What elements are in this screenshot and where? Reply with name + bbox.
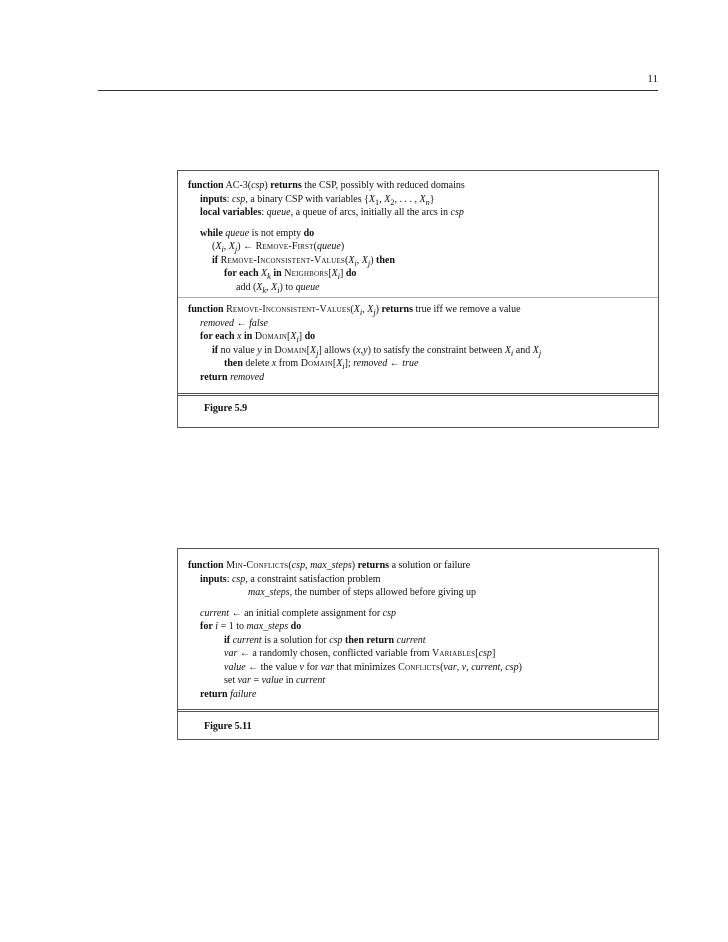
math-var: X <box>331 268 338 279</box>
function-name: Remove-First <box>255 241 314 252</box>
subscript: i <box>337 272 340 281</box>
math-var: v <box>299 661 304 673</box>
math-var: x <box>237 331 242 342</box>
function-name: Min-Conflicts <box>226 560 289 571</box>
caption-rule <box>178 393 658 396</box>
text: in <box>283 675 297 686</box>
figure-5-9 <box>177 170 659 428</box>
min-conflicts-algorithm <box>178 559 658 701</box>
math-var: value <box>224 661 246 673</box>
subscript: i <box>510 348 514 358</box>
text: , <box>223 241 229 252</box>
math-var: csp <box>329 634 343 646</box>
algo-line <box>188 267 648 281</box>
text: and <box>513 344 533 356</box>
subscript: 1 <box>375 197 380 207</box>
text: , <box>266 281 272 293</box>
algo-line <box>188 634 648 648</box>
subscript: i <box>277 285 280 295</box>
keyword: inputs <box>200 193 227 205</box>
text: = 1 to <box>218 621 247 632</box>
text: a solution or failure <box>389 560 471 571</box>
keyword: for each <box>224 268 259 279</box>
math-var: i <box>215 621 219 632</box>
text: : <box>226 573 232 585</box>
figure-caption: Figure 5.11 <box>204 721 252 732</box>
algo-line <box>188 227 648 241</box>
math-var: failure <box>230 688 257 700</box>
text: no value <box>218 344 258 356</box>
text: from <box>276 358 301 369</box>
text: set <box>224 675 238 686</box>
math-var: removed <box>353 358 388 369</box>
text: [ <box>306 344 310 356</box>
text: = <box>250 675 262 686</box>
math-var: X <box>361 254 368 266</box>
math-var: current <box>471 661 501 673</box>
keyword: then return <box>345 634 395 646</box>
text: [ <box>332 358 337 369</box>
math-var: var <box>443 661 457 673</box>
keyword: return <box>200 688 228 700</box>
math-var: csp <box>505 661 519 673</box>
math-var: x <box>356 344 361 356</box>
math-var: X <box>353 304 360 315</box>
keyword: then <box>224 358 243 369</box>
algo-line <box>188 193 648 207</box>
keyword: returns <box>381 304 413 315</box>
math-var: X <box>419 193 426 205</box>
subscript: j <box>373 308 376 317</box>
math-var: X <box>310 344 317 356</box>
math-var: X <box>271 281 278 293</box>
subscript: i <box>221 245 224 254</box>
math-var: csp <box>231 193 246 205</box>
algo-line <box>188 254 648 268</box>
text: ] <box>340 268 346 279</box>
math-var: max_steps <box>248 587 290 598</box>
keyword: return <box>200 371 228 383</box>
keyword: if <box>224 634 231 646</box>
math-var: X <box>532 344 539 356</box>
keyword: then <box>376 254 395 266</box>
text: ← <box>234 317 250 329</box>
algo-line <box>188 647 648 661</box>
function-name: Conflicts <box>398 661 441 673</box>
text: , a queue of arcs, initially all the arcs in <box>290 207 451 218</box>
subscript: j <box>538 348 542 358</box>
math-var: var <box>237 675 251 686</box>
keyword: returns <box>270 180 302 191</box>
text: ← the value <box>245 661 300 673</box>
subscript: k <box>267 272 271 281</box>
math-var: max_steps <box>310 560 352 571</box>
function-name: Domain <box>254 331 287 342</box>
algo-line <box>188 661 648 675</box>
text: ( <box>350 304 354 315</box>
algo-line <box>188 344 648 358</box>
math-var: queue <box>316 241 341 252</box>
keyword: in <box>273 268 282 279</box>
text: ( <box>288 560 292 571</box>
math-var: v <box>461 661 467 673</box>
algo-line <box>188 179 648 193</box>
math-var: false <box>249 317 268 329</box>
math-var: csp <box>382 607 396 619</box>
math-var: X <box>290 331 297 342</box>
text: the CSP, possibly with reduced domains <box>301 180 465 191</box>
text: : <box>226 193 232 205</box>
math-var: queue <box>225 227 250 239</box>
header-rule <box>98 90 658 91</box>
algo-line <box>188 281 648 295</box>
keyword: do <box>303 227 315 239</box>
text: ) to satisfy the constraint between <box>367 344 505 356</box>
page-number: 11 <box>647 73 658 85</box>
text: , <box>379 193 385 205</box>
text: ) <box>370 254 377 266</box>
remove-inconsistent-values-algorithm <box>178 303 658 384</box>
math-var: csp <box>450 207 464 218</box>
function-name: Remove-Inconsistent-Values <box>226 304 351 315</box>
algo-line <box>188 573 648 587</box>
text: is not empty <box>249 227 304 239</box>
text: true iff we remove a value <box>412 304 521 315</box>
subscript: i <box>342 362 345 371</box>
keyword: do <box>290 621 302 632</box>
math-var: queue <box>295 281 320 293</box>
subscript: i <box>354 258 357 268</box>
math-var: max_steps <box>246 621 289 632</box>
math-var: var <box>224 648 238 659</box>
function-name: Domain <box>300 358 333 369</box>
text: [ <box>286 331 291 342</box>
text: ( <box>344 254 349 266</box>
subscript: i <box>359 308 363 317</box>
text: ) <box>351 560 358 571</box>
figure-caption: Figure 5.9 <box>204 403 248 414</box>
text: , <box>305 560 311 571</box>
subscript: 2 <box>390 197 395 207</box>
math-var: X <box>504 344 511 356</box>
math-var: csp <box>478 648 492 659</box>
algo-line <box>188 206 648 220</box>
keyword: while <box>200 227 223 239</box>
math-var: X <box>228 241 235 252</box>
algo-line <box>188 357 648 371</box>
text: for <box>303 661 321 673</box>
math-var: X <box>384 193 391 205</box>
text: AC-3( <box>223 180 252 191</box>
function-name: Neighbors <box>284 268 329 279</box>
keyword: for each <box>200 331 235 342</box>
text: ( <box>440 661 444 673</box>
math-var: X <box>215 241 222 252</box>
text: , <box>356 254 362 266</box>
keyword: function <box>188 560 224 571</box>
algo-line <box>188 586 648 600</box>
text: ] <box>491 648 496 659</box>
text: ) <box>340 241 345 252</box>
math-var: current <box>200 607 230 619</box>
math-var: true <box>402 358 419 369</box>
math-var: X <box>367 304 374 315</box>
subscript: n <box>425 197 430 207</box>
math-var: current <box>396 634 426 646</box>
text: ) <box>375 304 382 315</box>
text: ( <box>212 241 216 252</box>
math-var: X <box>261 268 268 279</box>
keyword: function <box>188 304 224 315</box>
keyword: if <box>212 254 219 266</box>
text: ] allows ( <box>318 344 357 356</box>
text: ) <box>518 661 522 673</box>
function-name: Variables <box>432 648 476 659</box>
text: : <box>261 207 267 218</box>
math-var: removed <box>230 371 265 383</box>
text: ( <box>313 241 317 252</box>
subscript: j <box>234 245 238 254</box>
text: [ <box>328 268 332 279</box>
text: ← <box>387 358 403 369</box>
text: } <box>429 193 435 205</box>
text: ← a randomly chosen, conflicted variable from <box>237 648 432 659</box>
keyword: if <box>212 344 219 356</box>
text: delete <box>242 358 272 369</box>
algorithm-separator <box>178 297 658 298</box>
function-name: Remove-Inconsistent-Values <box>220 254 345 266</box>
math-var: X <box>256 281 263 293</box>
math-var: X <box>336 358 343 369</box>
text: , . . . , <box>394 193 420 205</box>
text: ) <box>264 180 271 191</box>
math-var: csp <box>251 180 265 191</box>
text: , <box>466 661 472 673</box>
text: [ <box>475 648 479 659</box>
text: ] <box>298 331 305 342</box>
text: ]; <box>344 358 354 369</box>
math-var: removed <box>200 317 235 329</box>
algo-line <box>188 607 648 621</box>
algo-line <box>188 688 648 702</box>
algo-line <box>188 240 648 254</box>
algo-line <box>188 620 648 634</box>
text: that minimizes <box>334 661 399 673</box>
math-var: x <box>271 358 277 369</box>
math-var: current <box>232 634 262 646</box>
text: ) ← <box>237 241 256 252</box>
keyword: for <box>200 621 213 632</box>
text: in <box>261 344 275 356</box>
math-var: y <box>257 344 262 356</box>
text: is a solution for <box>261 634 330 646</box>
figure-5-11 <box>177 548 659 740</box>
keyword: in <box>243 331 253 342</box>
math-var: queue <box>266 207 291 218</box>
text: , <box>360 344 364 356</box>
algo-line <box>188 559 648 573</box>
ac3-algorithm <box>178 179 658 294</box>
keyword: inputs <box>200 573 227 585</box>
text: , a constraint satisfaction problem <box>245 573 381 585</box>
keyword: do <box>345 268 357 279</box>
keyword: returns <box>357 560 390 571</box>
algo-line <box>188 330 648 344</box>
algo-line <box>188 371 648 385</box>
subscript: i <box>296 335 299 344</box>
algo-line <box>188 303 648 317</box>
algo-line <box>188 674 648 688</box>
text: ) to <box>279 281 296 293</box>
math-var: X <box>348 254 355 266</box>
text: , <box>500 661 506 673</box>
algo-line <box>188 317 648 331</box>
math-var: y <box>363 344 368 356</box>
function-name: Domain <box>274 344 307 356</box>
text: ← an initial complete assignment for <box>229 607 383 619</box>
text: , a binary CSP with variables { <box>245 193 369 205</box>
text: , <box>456 661 462 673</box>
math-var: current <box>296 675 326 686</box>
math-var: value <box>261 675 284 686</box>
math-var: var <box>320 661 334 673</box>
subscript: k <box>262 285 267 295</box>
keyword: do <box>304 331 316 342</box>
math-var: csp <box>291 560 306 571</box>
subscript: j <box>367 258 371 268</box>
keyword: function <box>188 180 224 191</box>
caption-rule <box>178 709 658 712</box>
math-var: csp <box>231 573 246 585</box>
keyword: local variables <box>200 207 262 218</box>
text: , <box>362 304 368 315</box>
subscript: j <box>316 348 319 358</box>
text: , the number of steps allowed before giving up <box>289 587 477 598</box>
text: add ( <box>236 281 257 293</box>
math-var: X <box>368 193 376 205</box>
